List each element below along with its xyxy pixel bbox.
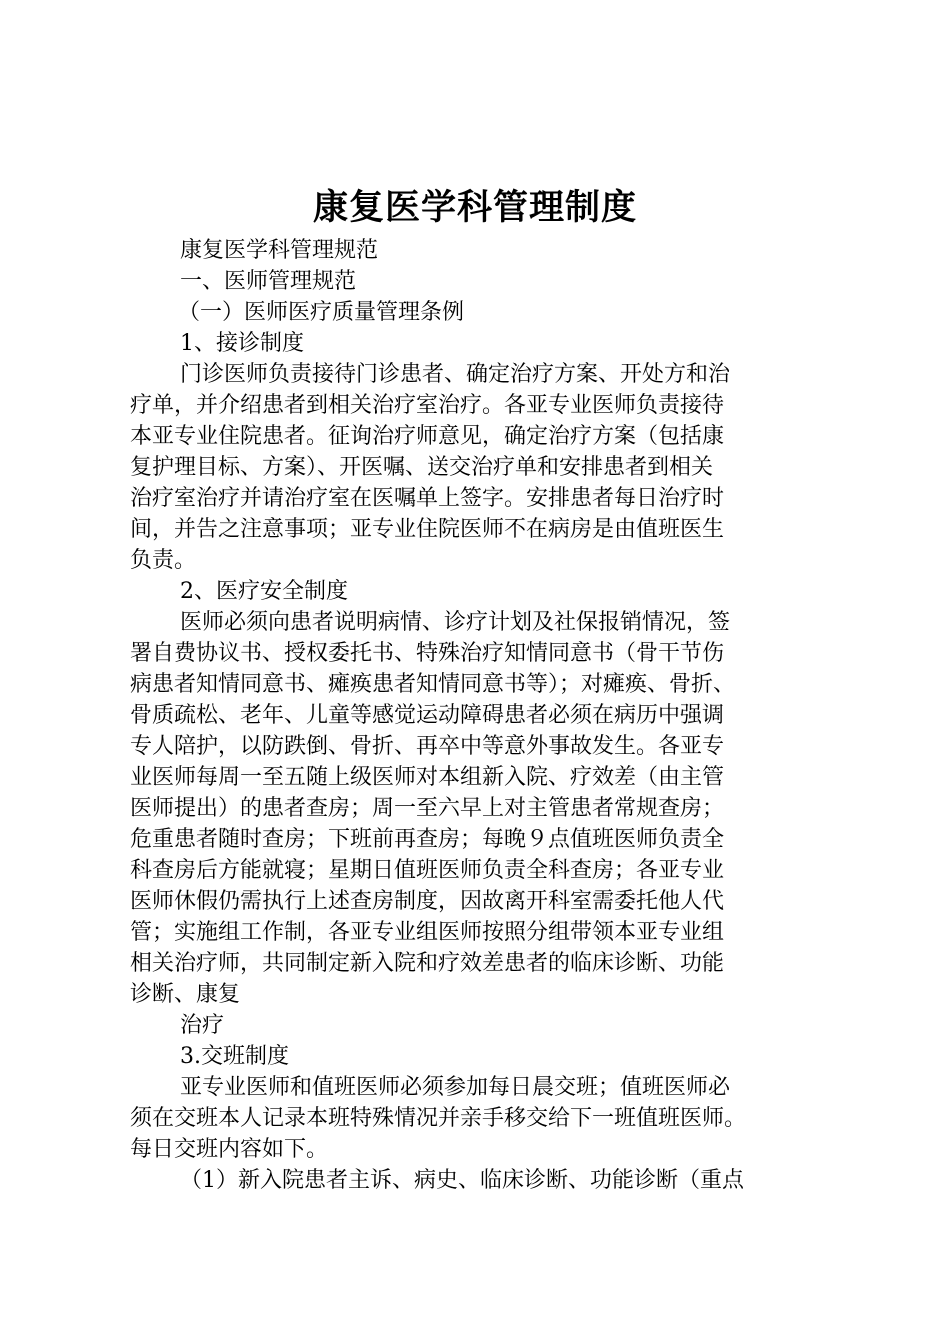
heading-line: 3.交班制度 <box>180 1044 289 1069</box>
paragraph-line: （1）新入院患者主诉、病史、临床诊断、功能诊断（重点 <box>180 1168 744 1193</box>
paragraph-line: 复护理目标、方案）、开医嘱、送交治疗单和安排患者到相关 <box>130 455 714 480</box>
paragraph-line: 负责。 <box>130 548 197 573</box>
paragraph-line: 相关治疗师，共同制定新入院和疗效差患者的临床诊断、功能 <box>130 951 725 976</box>
paragraph-line: 亚专业医师和值班医师必须参加每日晨交班；值班医师必 <box>180 1075 731 1100</box>
heading-line: 2、医疗安全制度 <box>180 579 348 604</box>
paragraph-line: 管；实施组工作制，各亚专业组医师按照分组带领本亚专业组 <box>130 920 725 945</box>
paragraph-line: 医师休假仍需执行上述查房制度，因故离开科室需委托他人代 <box>130 889 725 914</box>
paragraph-line: 骨质疏松、老年、儿童等感觉运动障碍患者必须在病历中强调 <box>130 703 725 728</box>
heading-line: 1、接诊制度 <box>180 331 304 356</box>
paragraph-line: 间，并告之注意事项；亚专业住院医师不在病房是由值班医生 <box>130 517 725 542</box>
paragraph-line: 专人陪护，以防跌倒、骨折、再卒中等意外事故发生。各亚专 <box>130 734 725 759</box>
paragraph-line: 治疗室治疗并请治疗室在医嘱单上签字。安排患者每日治疗时 <box>130 486 725 511</box>
paragraph-line: 治疗 <box>180 1013 225 1038</box>
paragraph-line: 危重患者随时查房；下班前再查房；每晚９点值班医师负责全 <box>130 827 725 852</box>
paragraph-line: 科查房后方能就寝；星期日值班医师负责全科查房；各亚专业 <box>130 858 725 883</box>
paragraph-line: 医师提出）的患者查房；周一至六早上对主管患者常规查房； <box>130 796 725 821</box>
paragraph-line: 每日交班内容如下。 <box>130 1137 329 1162</box>
paragraph-line: 署自费协议书、授权委托书、特殊治疗知情同意书（骨干节伤 <box>130 641 725 666</box>
paragraph-line: 本亚专业住院患者。征询治疗师意见，确定治疗方案（包括康 <box>130 424 725 449</box>
paragraph-line: 医师必须向患者说明病情、诊疗计划及社保报销情况，签 <box>180 610 731 635</box>
heading-line: （一）医师医疗质量管理条例 <box>178 300 465 325</box>
heading-line: 一、医师管理规范 <box>180 269 357 294</box>
heading-line: 康复医学科管理规范 <box>180 238 379 263</box>
paragraph-line: 业医师每周一至五随上级医师对本组新入院、疗效差（由主管 <box>130 765 725 790</box>
paragraph-line: 诊断、康复 <box>130 982 241 1007</box>
document-title: 康复医学科管理制度 <box>312 187 637 228</box>
paragraph-line: 疗单，并介绍患者到相关治疗室治疗。各亚专业医师负责接待 <box>130 393 725 418</box>
paragraph-line: 病患者知情同意书、瘫痪患者知情同意书等）；对瘫痪、骨折、 <box>130 672 736 697</box>
paragraph-line: 门诊医师负责接待门诊患者、确定治疗方案、开处方和治 <box>180 362 731 387</box>
paragraph-line: 须在交班本人记录本班特殊情况并亲手移交给下一班值班医师。 <box>130 1106 747 1131</box>
